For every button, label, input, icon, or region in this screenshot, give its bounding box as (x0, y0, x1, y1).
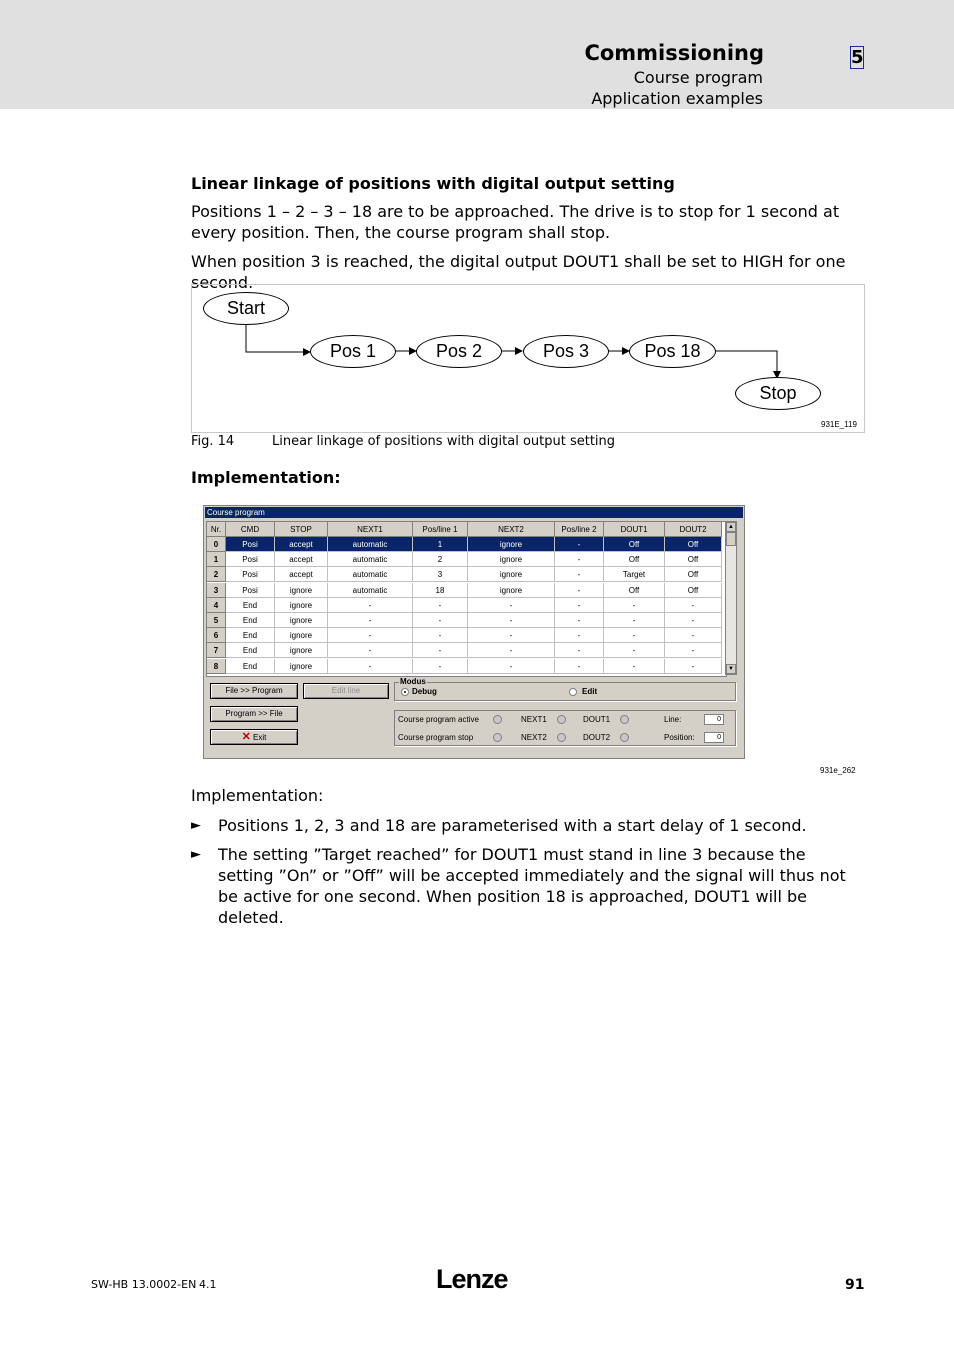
table-cell[interactable]: Posi (226, 583, 275, 598)
table-cell[interactable]: - (665, 598, 722, 613)
table-scrollbar[interactable] (725, 521, 737, 675)
bullet-text-2: The setting ”Target reached” for DOUT1 must stand in line 3 because the setting ”On” or ”Off” will be accepted immediately and the signal will thus not be active for one second. When position 18 is approached, DOUT1 will be deleted. (218, 845, 846, 927)
flow-diagram (191, 284, 865, 433)
table-cell[interactable]: - (328, 659, 413, 674)
lenze-logo: Lenze (436, 1264, 508, 1294)
row-number[interactable]: 0 (207, 537, 226, 552)
next2-led (557, 733, 566, 742)
exit-button[interactable] (210, 729, 298, 745)
table-cell[interactable]: - (604, 659, 665, 674)
table-cell[interactable]: 18 (413, 583, 468, 598)
bullet-text-1: Positions 1, 2, 3 and 18 are parameterised with a start delay of 1 second. (218, 816, 807, 835)
node-pos-3: Pos 3 (523, 335, 609, 368)
column-header: NEXT1 (328, 522, 413, 537)
table-cell[interactable]: Off (604, 583, 665, 598)
implementation-text: Implementation: (191, 786, 324, 805)
row-number[interactable]: 3 (207, 583, 226, 598)
column-header: Nr. (207, 522, 226, 537)
debug-radio[interactable] (401, 688, 409, 696)
window-figure-id: 931e_262 (820, 766, 856, 775)
course-program-active-label: Course program active (398, 715, 479, 724)
edit-radio[interactable] (569, 688, 577, 696)
table-cell[interactable]: Posi (226, 552, 275, 567)
table-cell[interactable]: - (328, 598, 413, 613)
table-cell[interactable]: - (555, 598, 604, 613)
table-cell[interactable]: ignore (275, 598, 328, 613)
table-cell[interactable]: - (413, 643, 468, 658)
table-cell[interactable]: Posi (226, 537, 275, 552)
bullet-arrow-icon: ► (191, 847, 201, 862)
table-cell[interactable]: ignore (275, 583, 328, 598)
node-start: Start (203, 292, 289, 325)
table-cell[interactable]: - (555, 628, 604, 643)
table-cell[interactable]: 1 (413, 537, 468, 552)
table-cell[interactable]: ignore (275, 613, 328, 628)
table-cell[interactable]: - (555, 583, 604, 598)
table-cell[interactable]: - (413, 613, 468, 628)
chapter-subtitle-2: Application examples (591, 89, 763, 108)
line-label: Line: (664, 715, 682, 724)
table-cell[interactable]: Off (665, 552, 722, 567)
table-cell[interactable]: - (468, 628, 555, 643)
footer-doc-id: SW-HB 13.0002-EN (91, 1278, 197, 1291)
table-cell[interactable]: - (665, 628, 722, 643)
table-cell[interactable]: 2 (413, 552, 468, 567)
dout1-label: DOUT1 (583, 715, 611, 724)
row-number[interactable]: 8 (207, 659, 226, 674)
table-cell[interactable]: automatic (328, 583, 413, 598)
table-cell[interactable]: - (555, 567, 604, 582)
table-cell[interactable]: automatic (328, 537, 413, 552)
table-cell[interactable]: - (604, 613, 665, 628)
dout1-led (620, 715, 629, 724)
paragraph-2: When position 3 is reached, the digital output DOUT1 shall be set to HIGH for one second. (191, 252, 846, 292)
table-cell[interactable]: ignore (468, 567, 555, 582)
node-stop: Stop (735, 377, 821, 410)
table-cell[interactable]: Off (665, 567, 722, 582)
course-program-table[interactable] (206, 521, 727, 677)
table-cell[interactable]: End (226, 643, 275, 658)
status-group (394, 710, 736, 746)
table-cell[interactable]: - (413, 598, 468, 613)
table-cell[interactable]: - (468, 643, 555, 658)
close-icon: ✕ (241, 731, 251, 743)
table-cell[interactable]: End (226, 628, 275, 643)
program-to-file-button[interactable]: Program >> File (210, 706, 298, 722)
table-cell[interactable]: Off (665, 537, 722, 552)
page-number: 91 (845, 1277, 865, 1293)
chapter-number: 5 (851, 47, 864, 68)
line-value: 0 (704, 714, 724, 725)
row-number[interactable]: 1 (207, 552, 226, 567)
modus-label: Modus (400, 677, 426, 686)
table-cell[interactable]: End (226, 613, 275, 628)
implementation-heading: Implementation: (191, 468, 341, 487)
table-cell[interactable]: ignore (468, 583, 555, 598)
node-pos-1: Pos 1 (310, 335, 396, 368)
table-cell[interactable]: - (468, 659, 555, 674)
table-cell[interactable]: - (555, 659, 604, 674)
table-cell[interactable]: - (555, 613, 604, 628)
table-cell[interactable]: - (604, 643, 665, 658)
table-cell[interactable]: ignore (275, 628, 328, 643)
table-cell[interactable]: Off (604, 552, 665, 567)
table-cell[interactable]: 3 (413, 567, 468, 582)
figure-caption-text: Linear linkage of positions with digital output setting (272, 434, 616, 449)
table-cell[interactable]: End (226, 598, 275, 613)
chapter-title: Commissioning (584, 41, 764, 65)
edit-radio-label: Edit (582, 687, 598, 696)
table-cell[interactable]: - (555, 643, 604, 658)
column-header: NEXT2 (468, 522, 555, 537)
course-program-window (203, 505, 745, 759)
table-cell[interactable]: - (665, 643, 722, 658)
dout2-led (620, 733, 629, 742)
table-cell[interactable]: End (226, 659, 275, 674)
scroll-up-button[interactable]: ▲ (726, 522, 736, 532)
table-cell[interactable]: ignore (275, 659, 328, 674)
modus-group (394, 677, 736, 701)
table-cell[interactable]: - (555, 537, 604, 552)
column-header: DOUT1 (604, 522, 665, 537)
table-cell[interactable]: - (555, 552, 604, 567)
row-number[interactable]: 4 (207, 598, 226, 613)
node-pos-18: Pos 18 (629, 335, 716, 368)
position-label: Position: (664, 733, 695, 742)
course-program-stop-led (493, 733, 502, 742)
figure-id: 931E_119 (821, 420, 857, 429)
table-cell[interactable]: - (665, 659, 722, 674)
table-cell[interactable]: - (468, 613, 555, 628)
column-header: DOUT2 (665, 522, 722, 537)
debug-radio-label: Debug (412, 687, 437, 696)
bullet-arrow-icon: ► (191, 818, 201, 833)
table-cell[interactable]: ignore (468, 552, 555, 567)
section-heading: Linear linkage of positions with digital output setting (191, 174, 675, 193)
scroll-down-button[interactable]: ▼ (726, 664, 736, 674)
table-cell[interactable]: - (604, 598, 665, 613)
file-to-program-button[interactable]: File >> Program (210, 683, 298, 699)
dout2-label: DOUT2 (583, 733, 611, 742)
table-cell[interactable]: ignore (275, 643, 328, 658)
table-cell[interactable]: accept (275, 537, 328, 552)
table-cell[interactable]: automatic (328, 567, 413, 582)
chapter-subtitle-1: Course program (633, 68, 763, 87)
table-cell[interactable]: - (413, 659, 468, 674)
row-number[interactable]: 6 (207, 628, 226, 643)
column-header: Pos/line 1 (413, 522, 468, 537)
table-cell[interactable]: Posi (226, 567, 275, 582)
node-pos-2: Pos 2 (416, 335, 502, 368)
table-cell[interactable]: - (328, 613, 413, 628)
position-value: 0 (704, 732, 724, 743)
table-cell[interactable]: - (665, 613, 722, 628)
column-header: STOP (275, 522, 328, 537)
column-header: CMD (226, 522, 275, 537)
table-cell[interactable]: Off (665, 583, 722, 598)
table-cell[interactable]: - (328, 628, 413, 643)
row-number[interactable]: 7 (207, 643, 226, 658)
next1-label: NEXT1 (521, 715, 547, 724)
row-number[interactable]: 2 (207, 567, 226, 582)
row-number[interactable]: 5 (207, 613, 226, 628)
page-header (0, 0, 954, 109)
table-cell[interactable]: Target (604, 567, 665, 582)
next1-led (557, 715, 566, 724)
table-cell[interactable]: - (468, 598, 555, 613)
table-cell[interactable]: - (328, 643, 413, 658)
figure-caption-label: Fig. 14 (191, 434, 235, 449)
edit-line-button[interactable]: Edit line (303, 683, 389, 699)
next2-label: NEXT2 (521, 733, 547, 742)
scroll-thumb[interactable] (726, 532, 736, 546)
column-header: Pos/line 2 (555, 522, 604, 537)
table-cell[interactable]: accept (275, 567, 328, 582)
table-cell[interactable]: accept (275, 552, 328, 567)
course-program-active-led (493, 715, 502, 724)
paragraph-1: Positions 1 – 2 – 3 – 18 are to be approached. The drive is to stop for 1 second at every position. Then, the course program shall stop. (191, 202, 840, 242)
table-cell[interactable]: - (413, 628, 468, 643)
table-cell[interactable]: Off (604, 537, 665, 552)
table-cell[interactable]: - (604, 628, 665, 643)
table-cell[interactable]: ignore (468, 537, 555, 552)
exit-label: Exit (253, 733, 267, 742)
footer-version: 4.1 (199, 1278, 217, 1291)
course-program-stop-label: Course program stop (398, 733, 474, 742)
table-cell[interactable]: automatic (328, 552, 413, 567)
window-titlebar: Course program (205, 507, 743, 518)
